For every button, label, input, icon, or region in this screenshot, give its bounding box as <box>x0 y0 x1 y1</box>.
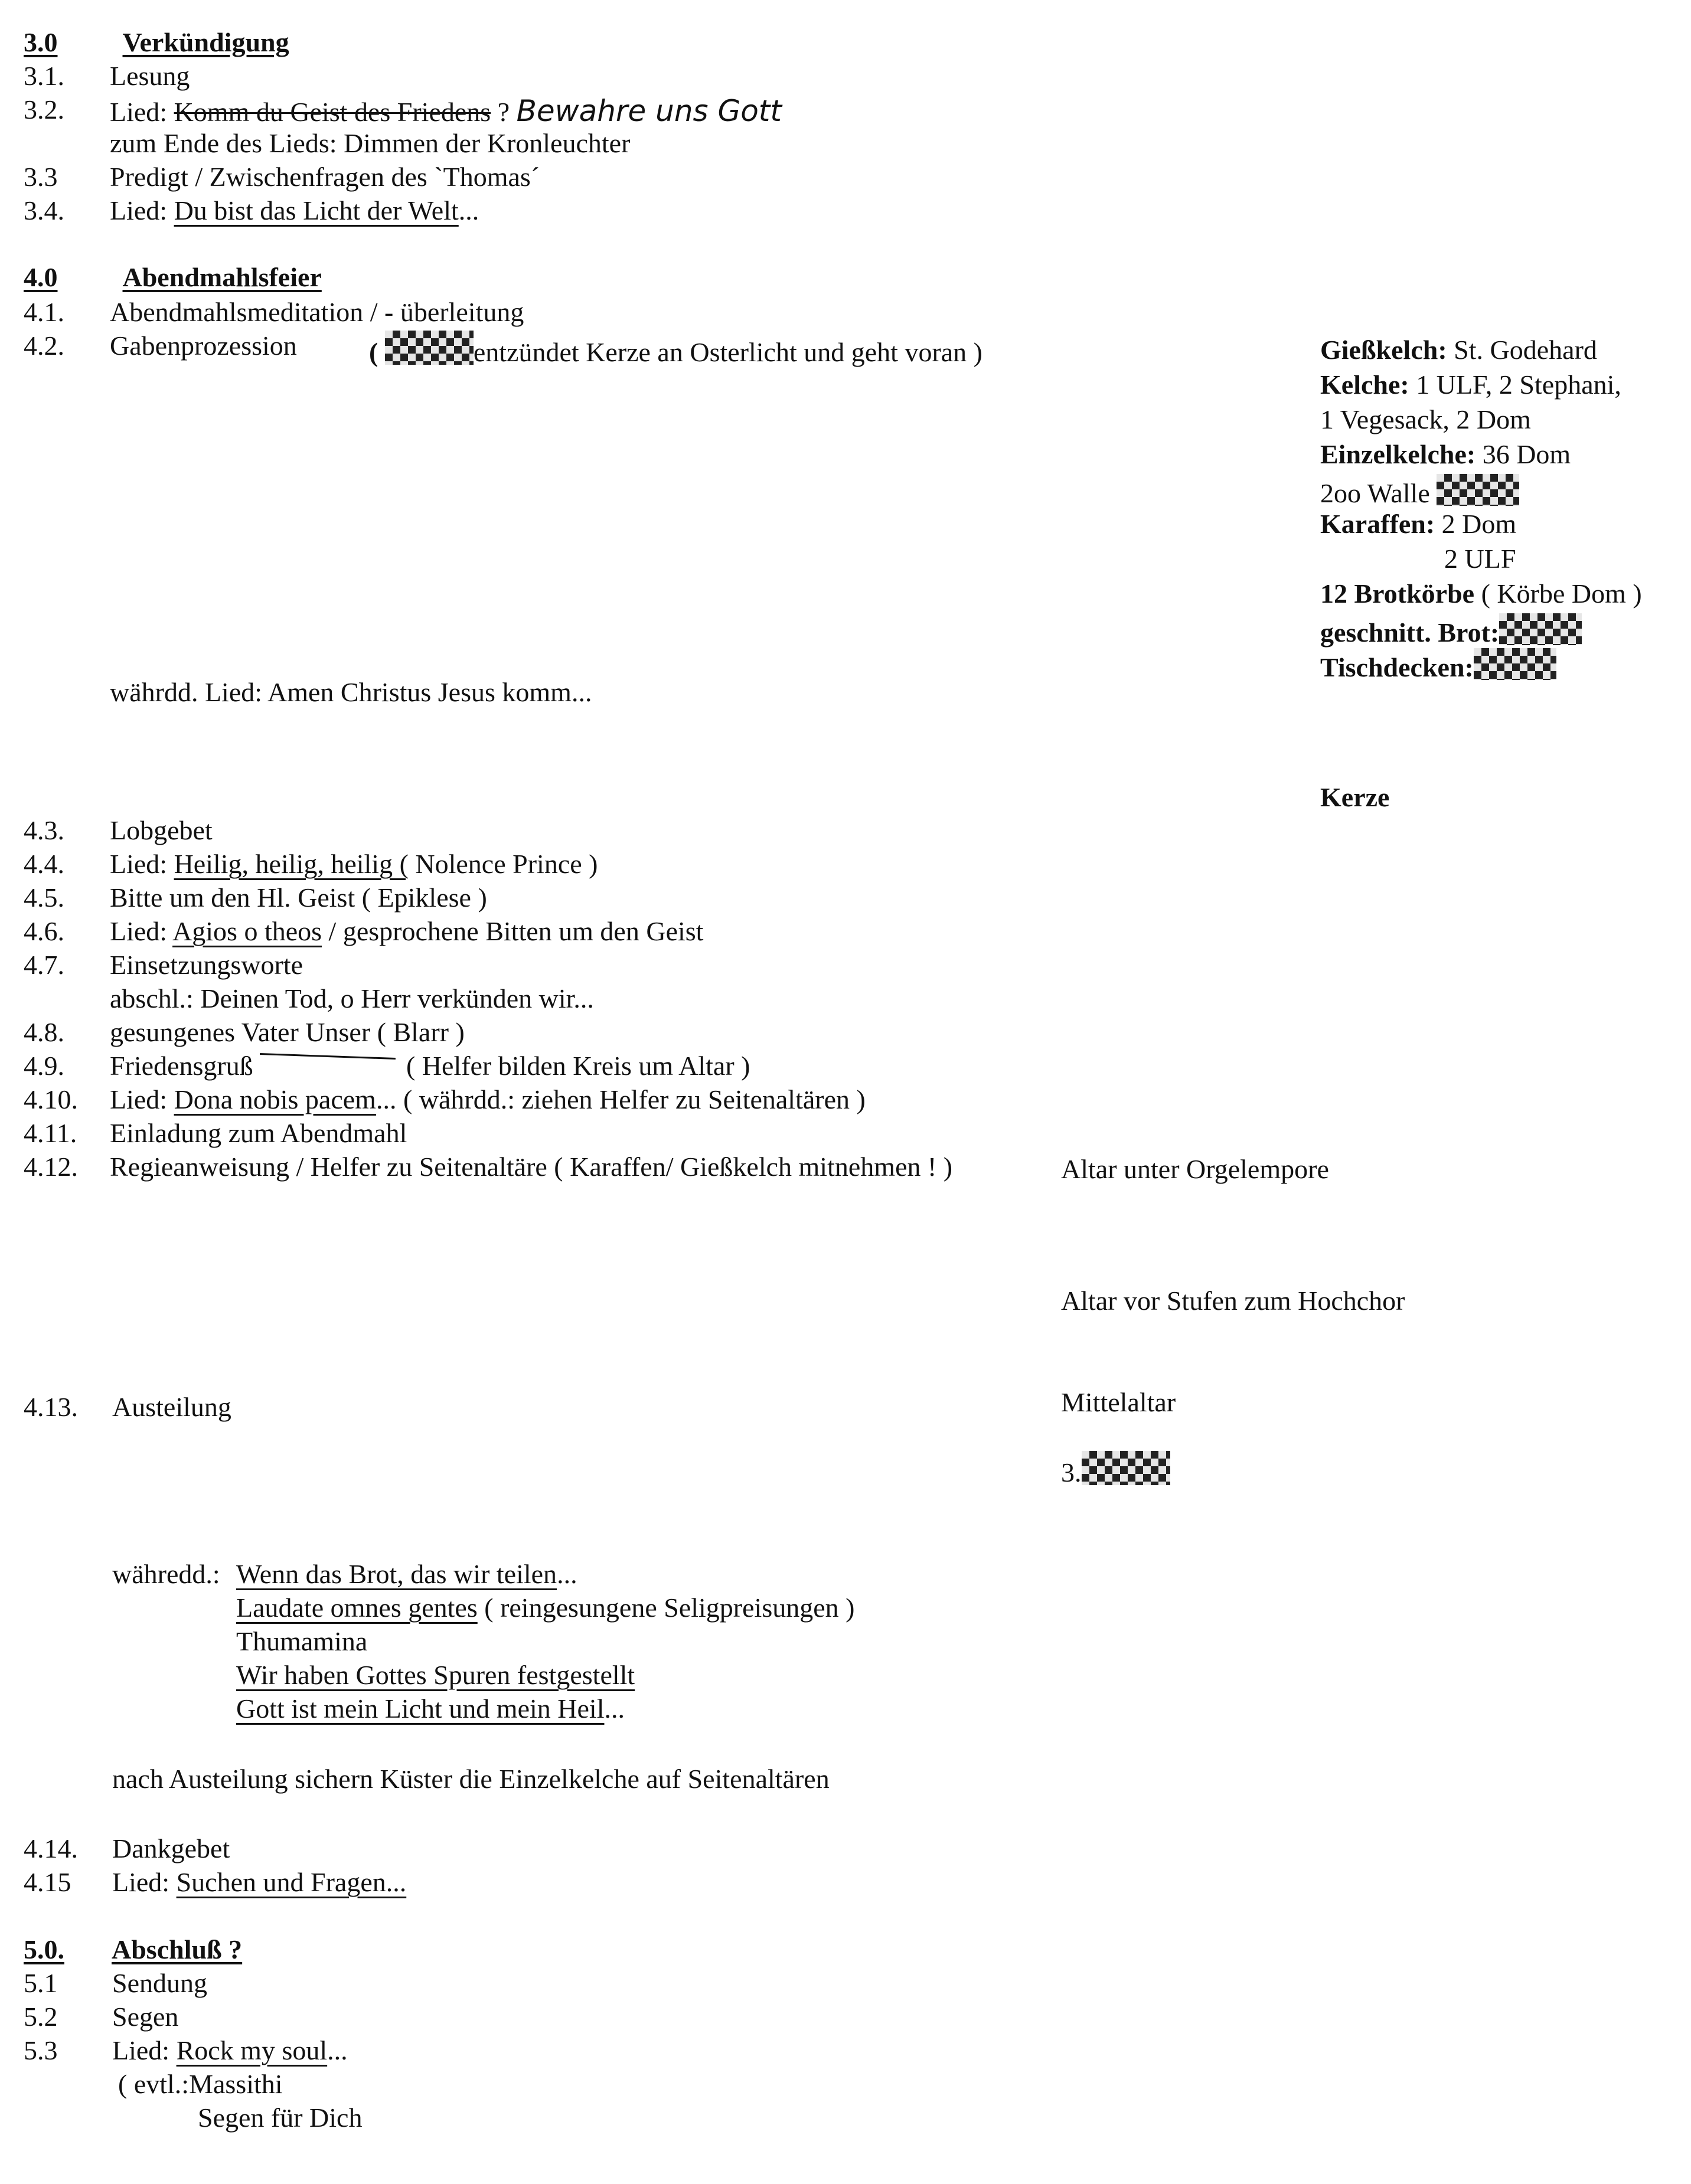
item-number: 5.3 <box>24 2035 58 2065</box>
materials-walle: 2oo Walle <box>1320 474 1519 509</box>
item-song-4-15: Lied: Suchen und Fragen... <box>112 1867 407 1897</box>
altar-mittelaltar: Mittelaltar <box>1061 1387 1176 1417</box>
alt-song: ( evtl.:Massithi <box>118 2069 283 2099</box>
item-einsetzungsworte: Einsetzungsworte <box>110 950 303 980</box>
item-number: 5.2 <box>24 2002 58 2032</box>
item-number: 4.2. <box>24 331 64 361</box>
during-label: währedd.: <box>112 1559 220 1589</box>
song-line: Wenn das Brot, das wir teilen... <box>236 1559 577 1589</box>
item-number: 4.4. <box>24 849 64 879</box>
item-lobgebet: Lobgebet <box>110 815 213 845</box>
item-number: 3.4. <box>24 195 64 225</box>
redaction-block <box>1437 474 1519 506</box>
handwritten-line <box>260 1053 396 1060</box>
item-friedensgruss: Friedensgruß <box>110 1051 253 1081</box>
materials-kelche-2: 1 Vegesack, 2 Dom <box>1320 404 1531 434</box>
item-song-3-2: Lied: Komm du Geist des Friedens ? Bewahre uns Gott <box>110 94 782 128</box>
materials-giesskelch: Gießkelch: St. Godehard <box>1320 335 1597 365</box>
item-number: 4.10. <box>24 1084 78 1114</box>
song-line: Laudate omnes gentes ( reingesungene Seligpreisungen ) <box>236 1593 855 1623</box>
altar-3: 3. <box>1061 1451 1170 1489</box>
item-dankgebet: Dankgebet <box>112 1833 230 1863</box>
item-lesung: Lesung <box>110 61 190 91</box>
materials-karaffen-2: 2 ULF <box>1444 544 1516 574</box>
materials-kerze: Kerze <box>1320 782 1390 812</box>
item-meditation: Abendmahlsmeditation / - überleitung <box>110 297 524 327</box>
item-number: 4.15 <box>24 1867 71 1897</box>
item-segen: Segen <box>112 2002 179 2032</box>
materials-kelche: Kelche: 1 ULF, 2 Stephani, <box>1320 370 1621 400</box>
item-number: 4.1. <box>24 297 64 327</box>
item-song-4-6: Lied: Agios o theos / gesprochene Bitten um den Geist <box>110 916 704 946</box>
item-song-3-4: Lied: Du bist das Licht der Welt... <box>110 195 479 225</box>
altar-orgelempore: Altar unter Orgelempore <box>1061 1154 1329 1184</box>
item-number: 4.9. <box>24 1051 64 1081</box>
item-sendung: Sendung <box>112 1968 207 1998</box>
after-note: nach Austeilung sichern Küster die Einzelkelche auf Seitenaltären <box>112 1764 830 1794</box>
item-song-5-3: Lied: Rock my soul... <box>112 2035 348 2065</box>
redaction-block <box>385 331 474 365</box>
alt-song: Segen für Dich <box>198 2103 363 2133</box>
item-song-4-4: Lied: Heilig, heilig, heilig ( Nolence Prince ) <box>110 849 598 879</box>
item-gabenprozession-note: ( entzündet Kerze an Osterlicht und geht voran ) <box>369 331 982 368</box>
item-predigt: Predigt / Zwischenfragen des `Thomas´ <box>110 162 540 192</box>
item-einladung: Einladung zum Abendmahl <box>110 1118 407 1148</box>
materials-karaffen: Karaffen: 2 Dom <box>1320 509 1517 539</box>
section-4-heading: 4.0 Abendmahlsfeier <box>24 262 322 292</box>
item-number: 4.11. <box>24 1118 77 1148</box>
struck-song: Komm du Geist des Friedens <box>174 97 491 127</box>
item-number: 4.3. <box>24 815 64 845</box>
item-number: 4.7. <box>24 950 64 980</box>
item-gabenprozession: Gabenprozession <box>110 331 297 361</box>
song-line: Thumamina <box>236 1626 368 1656</box>
item-note: zum Ende des Lieds: Dimmen der Kronleuchter <box>110 128 631 158</box>
item-vater-unser: gesungenes Vater Unser ( Blarr ) <box>110 1017 465 1047</box>
redaction-block <box>1082 1451 1170 1485</box>
item-austeilung: Austeilung <box>112 1392 231 1422</box>
item-number: 4.14. <box>24 1833 78 1863</box>
redaction-block <box>1499 613 1582 645</box>
song-line: Wir haben Gottes Spuren festgestellt <box>236 1660 635 1690</box>
item-epiklese: Bitte um den Hl. Geist ( Epiklese ) <box>110 882 487 913</box>
item-friedensgruss-note: ( Helfer bilden Kreis um Altar ) <box>406 1051 750 1081</box>
section-3-heading: 3.0 Verkündigung <box>24 27 289 57</box>
item-number: 3.3 <box>24 162 58 192</box>
materials-tischdecken: Tischdecken: <box>1320 648 1556 684</box>
item-number: 4.6. <box>24 916 64 946</box>
during-song-note: währdd. Lied: Amen Christus Jesus komm... <box>110 677 592 707</box>
item-number: 5.1 <box>24 1968 58 1998</box>
materials-brotkoerbe: 12 Brotkörbe ( Körbe Dom ) <box>1320 578 1642 609</box>
item-number: 4.13. <box>24 1392 78 1422</box>
item-number: 4.12. <box>24 1152 78 1182</box>
item-number: 4.5. <box>24 882 64 913</box>
materials-einzelkelche: Einzelkelche: 36 Dom <box>1320 439 1571 469</box>
item-number: 4.8. <box>24 1017 64 1047</box>
altar-hochchor: Altar vor Stufen zum Hochchor <box>1061 1286 1405 1316</box>
item-number: 3.2. <box>24 94 64 125</box>
item-song-4-10: Lied: Dona nobis pacem... ( währdd.: ziehen Helfer zu Seitenaltären ) <box>110 1084 866 1114</box>
materials-brot: geschnitt. Brot: <box>1320 613 1582 649</box>
item-note: abschl.: Deinen Tod, o Herr verkünden wir... <box>110 983 594 1013</box>
item-number: 3.1. <box>24 61 64 91</box>
song-line: Gott ist mein Licht und mein Heil... <box>236 1693 625 1724</box>
handwritten-note: Bewahre uns Gott <box>516 94 782 128</box>
redaction-block <box>1474 648 1556 680</box>
section-5-heading: 5.0. Abschluß ? <box>24 1934 243 1964</box>
item-regieanweisung: Regieanweisung / Helfer zu Seitenaltäre ( Karaffen/ Gießkelch mitnehmen ! ) <box>110 1152 953 1182</box>
